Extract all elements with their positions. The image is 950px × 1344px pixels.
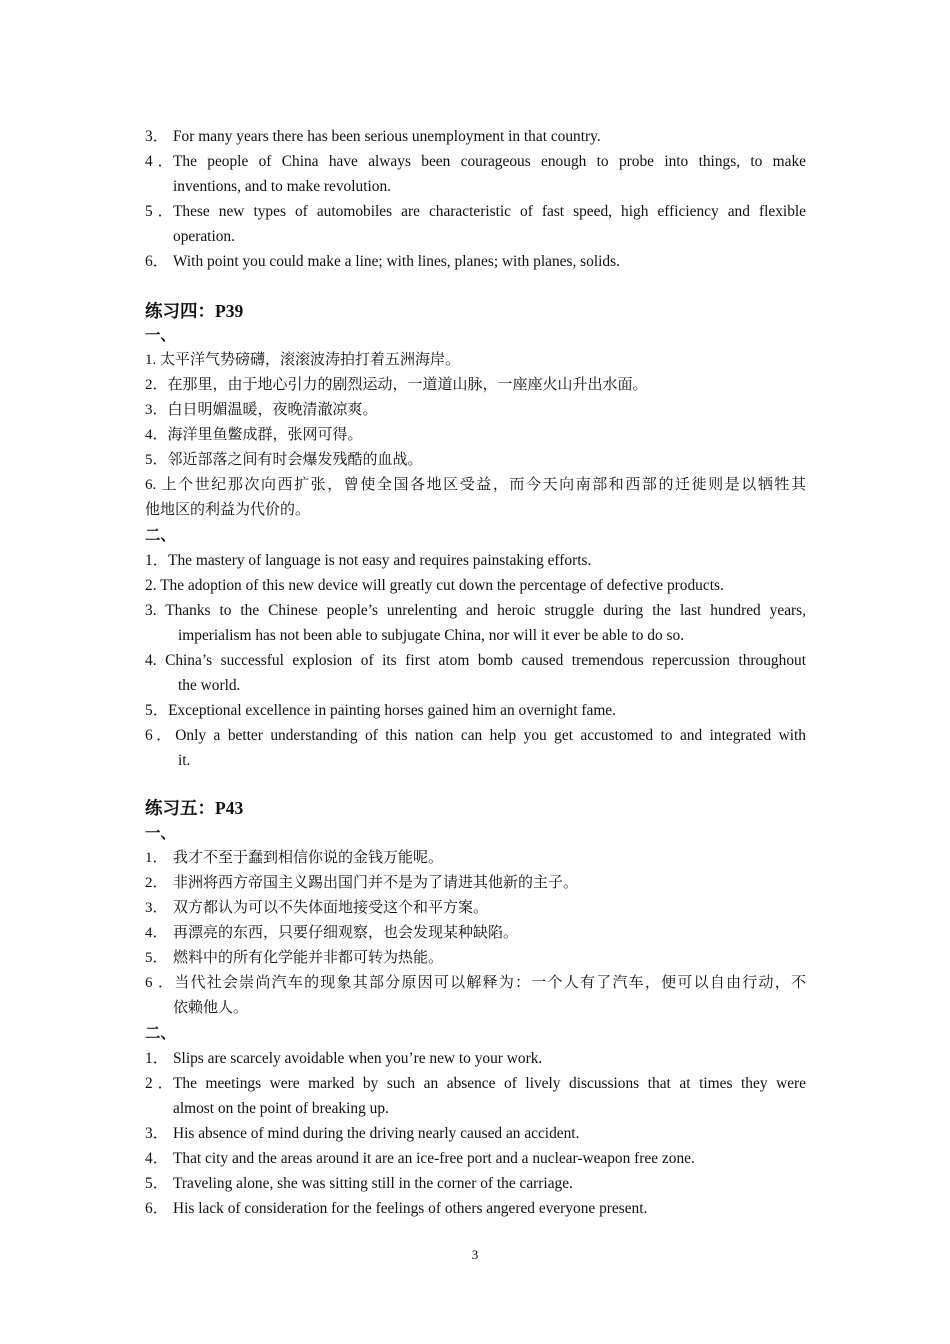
list-item-continuation: imperialism has not been able to subjugate China, nor will it ever be able to do so. (178, 627, 685, 644)
list-item: 3．白日明媚温暖，夜晚清澈凉爽。 (145, 402, 378, 418)
section-title: 练习五：P43 (145, 798, 244, 818)
part-label: 一、 (145, 327, 176, 344)
part-label: 二、 (145, 1025, 176, 1042)
list-item-continuation: the world. (178, 677, 241, 694)
list-item-continuation: almost on the point of breaking up. (173, 1100, 389, 1117)
list-item: 6. 上个世纪那次向西扩张，曾使全国各地区受益，而今天向南部和西部的迁徙则是以牺牲其 (145, 477, 806, 493)
section-title: 练习四：P39 (145, 301, 244, 321)
list-item: 5．Exceptional excellence in painting horses gained him an overnight fame. (145, 702, 616, 719)
list-item: 1． Slips are scarcely avoidable when you’re new to your work. (145, 1050, 543, 1067)
list-item: 4．The people of China have always been courageous enough to probe into things, to make (145, 153, 806, 170)
list-item-continuation: inventions, and to make revolution. (173, 178, 391, 195)
part-label: 一、 (145, 825, 176, 842)
list-item-continuation: 他地区的利益为代价的。 (145, 502, 311, 518)
list-item: 4．海洋里鱼鳖成群，张网可得。 (145, 427, 363, 443)
list-item: 3． For many years there has been serious unemployment in that country. (145, 128, 601, 145)
page-number: 3 (471, 1247, 479, 1262)
list-item: 5． Traveling alone, she was sitting still in the corner of the carriage. (145, 1175, 573, 1192)
list-item: 2．在那里，由于地心引力的剧烈运动，一道道山脉，一座座火山升出水面。 (145, 377, 648, 393)
list-item: 4. China’s successful explosion of its first atom bomb caused tremendous repercussion throughout (145, 652, 806, 669)
list-item: 3． His absence of mind during the driving nearly caused an accident. (145, 1125, 580, 1142)
list-item: 2．The meetings were marked by such an absence of lively discussions that at times they were (145, 1075, 806, 1092)
list-item: 2. The adoption of this new device will greatly cut down the percentage of defective products. (145, 577, 724, 594)
list-item: 4． 再漂亮的东西，只要仔细观察，也会发现某种缺陷。 (145, 925, 519, 941)
list-item: 6． His lack of consideration for the feelings of others angered everyone present. (145, 1200, 648, 1217)
list-item: 3. Thanks to the Chinese people’s unrelenting and heroic struggle during the last hundred years, (145, 602, 806, 619)
list-item: 5． 燃料中的所有化学能并非都可转为热能。 (145, 950, 444, 966)
list-item: 6．Only a better understanding of this nation can help you get accustomed to and integrated with (145, 727, 806, 744)
part-label: 二、 (145, 527, 176, 544)
list-item: 4． That city and the areas around it are an ice-free port and a nuclear-weapon free zone. (145, 1150, 695, 1167)
list-item: 6．当代社会崇尚汽车的现象其部分原因可以解释为：一个人有了汽车，便可以自由行动，不 (145, 975, 806, 991)
list-item-continuation: it. (178, 752, 191, 769)
list-item-continuation: 依赖他人。 (173, 1000, 249, 1016)
list-item: 1．The mastery of language is not easy and requires painstaking efforts. (145, 552, 592, 569)
list-item: 2． 非洲将西方帝国主义踢出国门并不是为了请进其他新的主子。 (145, 875, 579, 891)
list-item: 5．邻近部落之间有时会爆发残酷的血战。 (145, 452, 423, 468)
list-item: 3． 双方都认为可以不失体面地接受这个和平方案。 (145, 900, 489, 916)
list-item: 6． With point you could make a line; with lines, planes; with planes, solids. (145, 253, 620, 270)
list-item-continuation: operation. (173, 228, 235, 245)
list-item: 5．These new types of automobiles are characteristic of fast speed, high efficiency and flexible (145, 203, 806, 220)
list-item: 1． 我才不至于蠢到相信你说的金钱万能呢。 (145, 850, 444, 866)
list-item: 1. 太平洋气势磅礴，滚滚波涛拍打着五洲海岸。 (145, 352, 461, 368)
